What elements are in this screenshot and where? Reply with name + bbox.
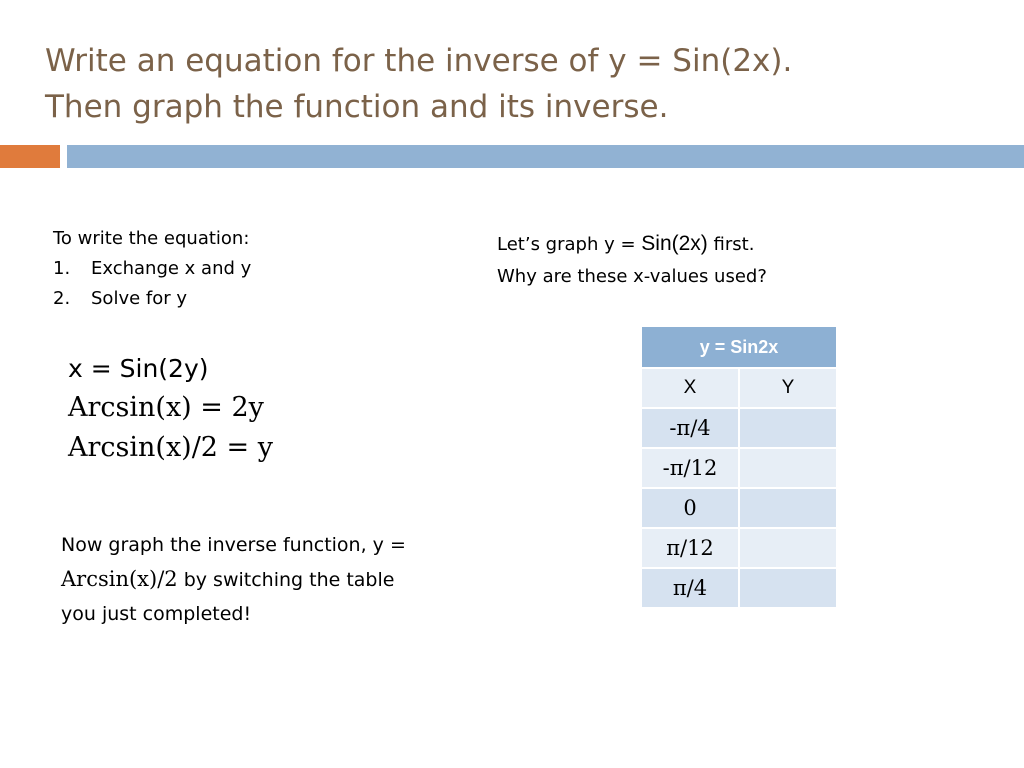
graph-function: Sin(2x) [641, 232, 708, 255]
table-row [641, 408, 837, 448]
orange-accent-bar [0, 145, 60, 168]
y-value-cell[interactable] [739, 528, 837, 568]
inverse-text-part2: by switching the table you just completed! [61, 569, 395, 625]
graph-text-part2: first. [707, 234, 755, 255]
steps-heading: To write the equation: [53, 228, 250, 249]
step-text: Exchange x and y [91, 258, 252, 279]
x-value-cell: -π/12 [641, 448, 739, 488]
equations-block [68, 350, 273, 468]
column-header-x: X [641, 368, 739, 408]
table-row [641, 448, 837, 488]
y-value-cell[interactable] [739, 568, 837, 608]
table-row [641, 368, 837, 408]
step-number: 1. [53, 258, 71, 279]
inverse-text-part1: Now graph the inverse function, y = [61, 534, 406, 556]
steps-block [53, 224, 251, 314]
table-row [641, 528, 837, 568]
blue-accent-bar [67, 145, 1024, 168]
graph-instructions [497, 228, 767, 293]
y-value-cell[interactable] [739, 408, 837, 448]
list-item [53, 284, 251, 314]
x-value-cell: π/4 [641, 568, 739, 608]
column-header-y: Y [739, 368, 837, 408]
equation-exchange: x = Sin(2y) [68, 354, 209, 383]
equation-arcsin: Arcsin(x) = 2y [68, 392, 264, 423]
step-number: 2. [53, 288, 71, 309]
x-value-cell: -π/4 [641, 408, 739, 448]
y-value-cell[interactable] [739, 488, 837, 528]
graph-line-2: Why are these x-values used? [497, 266, 767, 287]
graph-line-1 [497, 228, 767, 261]
title-line-1: Write an equation for the inverse of y = Sin(2x). [45, 43, 793, 79]
title-line-2: Then graph the function and its inverse. [45, 89, 669, 125]
x-value-cell: 0 [641, 488, 739, 528]
steps-list [53, 254, 251, 314]
table-header: y = Sin2x [641, 326, 837, 368]
equation-solved: Arcsin(x)/2 = y [68, 432, 274, 463]
table-row [641, 568, 837, 608]
x-value-cell: π/12 [641, 528, 739, 568]
y-value-cell[interactable] [739, 448, 837, 488]
inverse-instructions [61, 528, 411, 631]
values-table [640, 325, 838, 609]
graph-text-part1: Let’s graph y = [497, 234, 642, 255]
inverse-function: Arcsin(x)/2 [61, 567, 178, 591]
table-row [641, 488, 837, 528]
step-text: Solve for y [91, 288, 188, 309]
slide-title [45, 38, 1005, 130]
list-item [53, 254, 251, 284]
